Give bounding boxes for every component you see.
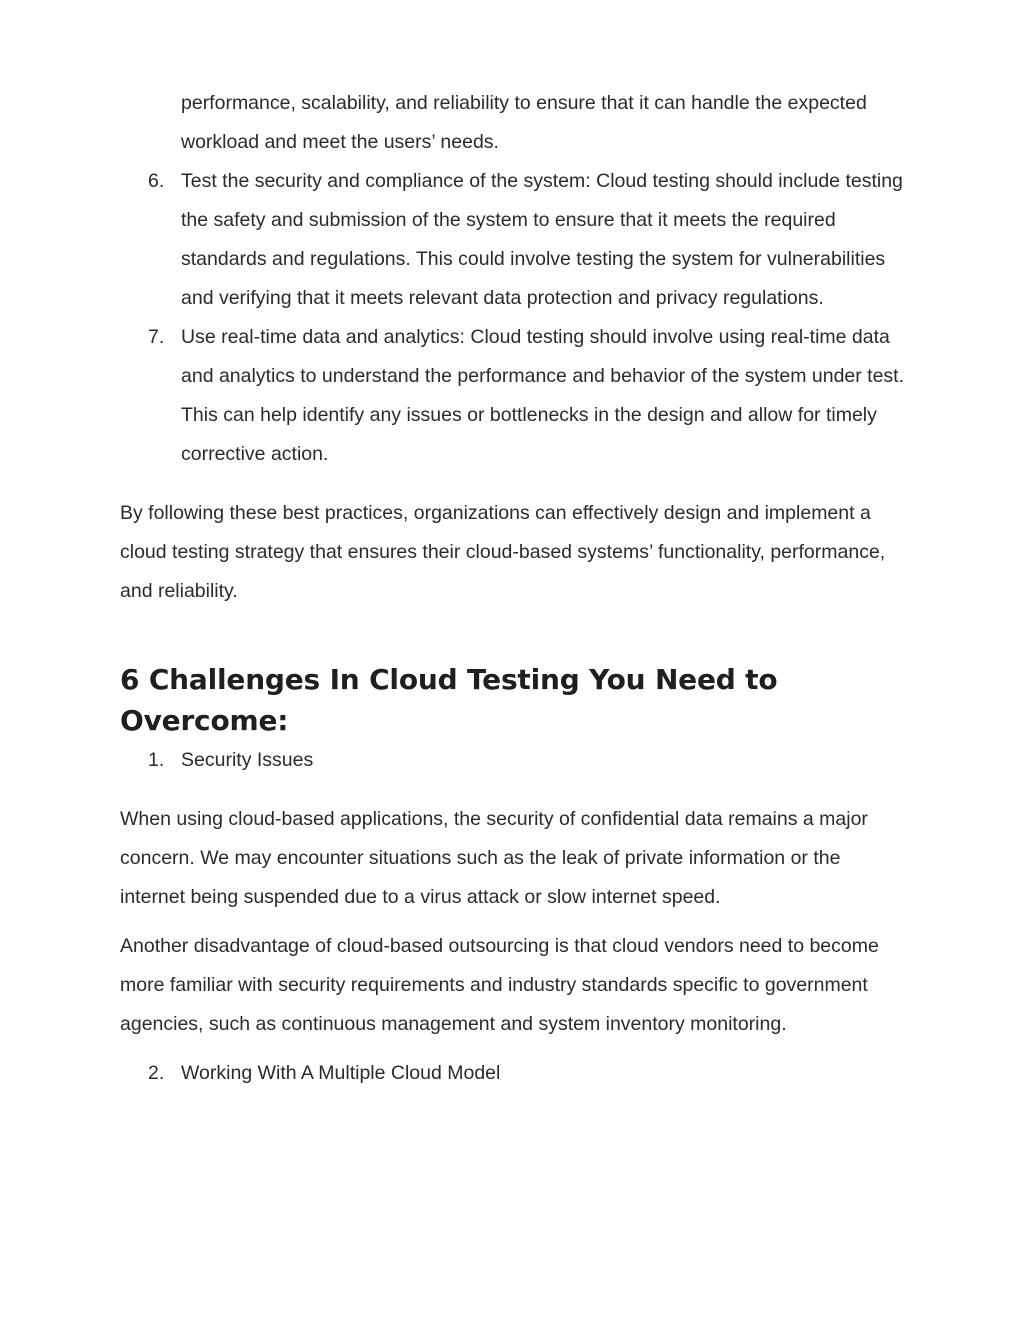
- list-item-text: performance, scalability, and reliability to ensure that it can handle the expected workload and meet the users’ needs.: [181, 92, 867, 153]
- section-heading: [120, 659, 910, 741]
- section-heading-line1: 6 Challenges In Cloud Testing You Need to: [120, 663, 778, 696]
- list-item: [120, 1054, 910, 1093]
- list-item-text: Working With A Multiple Cloud Model: [181, 1062, 501, 1084]
- security-paragraph-1: When using cloud-based applications, the security of confidential data remains a major concern. We may encounter situations such as the leak of private information or the internet being suspended due to a virus attack or slow internet speed.: [120, 808, 868, 908]
- list-item-number: 2.: [148, 1062, 165, 1084]
- list-item-number: 1.: [148, 749, 165, 771]
- security-paragraph-2: Another disadvantage of cloud-based outsourcing is that cloud vendors need to become more familiar with security requirements and industry standards specific to government agencies, such as continuous management and system inventory monitoring.: [120, 935, 879, 1035]
- summary-paragraph: By following these best practices, organizations can effectively design and implement a cloud testing strategy that ensures their cloud-based systems’ functionality, performance, and reliability.: [120, 502, 886, 602]
- list-item-text: Use real-time data and analytics: Cloud testing should involve using real-time data and analytics to understand the performance and behavior of the system under test. This can help identify any issues or bottlenecks in the design and allow for timely corrective action.: [181, 326, 905, 465]
- list-item-continuation: [120, 84, 910, 162]
- list-item-text: Test the security and compliance of the system: Cloud testing should include testing the safety and submission of the system to ensure that it meets the required standards and regulations. This could involve testing the system for vulnerabilities and verifying that it meets relevant data protection and privacy regulations.: [181, 170, 903, 309]
- list-item-number: 7.: [148, 326, 165, 348]
- section-heading-line2: Overcome:: [120, 704, 289, 737]
- document-page: [120, 84, 910, 1093]
- challenges-list-2: [120, 1054, 910, 1093]
- best-practices-list: [120, 162, 910, 474]
- list-item-text: Security Issues: [181, 749, 314, 771]
- list-item: [120, 318, 910, 474]
- list-item: [120, 741, 910, 780]
- list-item: [120, 162, 910, 318]
- list-item-number: 6.: [148, 170, 165, 192]
- challenges-list-1: [120, 741, 910, 780]
